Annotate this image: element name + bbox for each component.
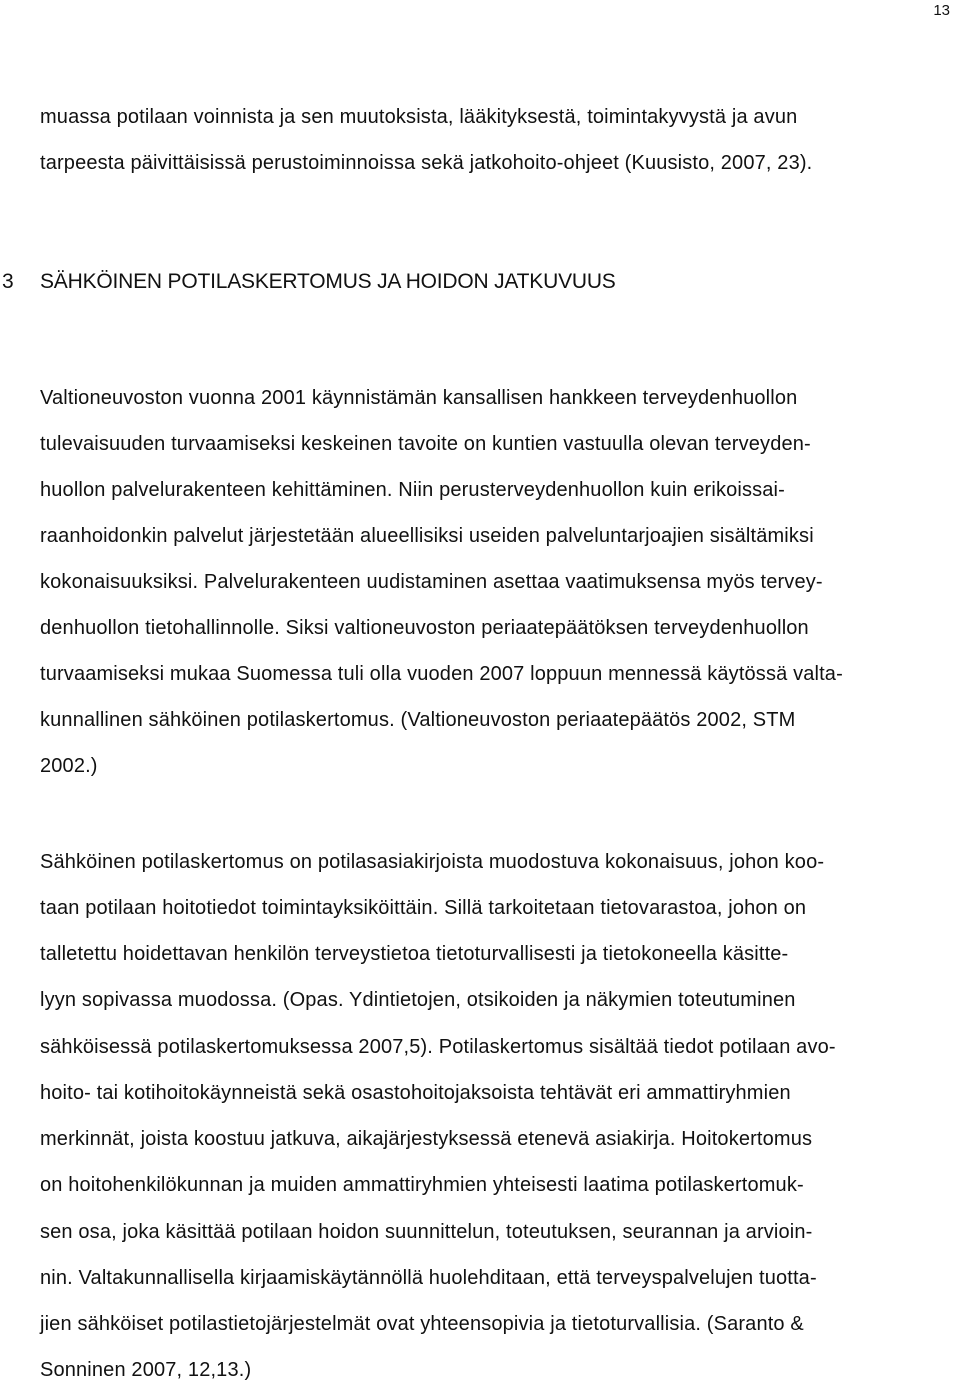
section-heading (2, 269, 616, 295)
text-line: tarpeesta päivittäisissä perustoiminnoissa sekä jatkohoito-ohjeet (Kuusisto, 2007, 23). (40, 152, 813, 174)
text-line: turvaamiseksi mukaa Suomessa tuli olla vuoden 2007 loppuun mennessä käytössä valta- (40, 663, 843, 685)
section-number: 3 (2, 270, 14, 293)
text-line: tulevaisuuden turvaamiseksi keskeinen tavoite on kuntien vastuulla olevan terveyden- (40, 433, 811, 455)
text-line: lyyn sopivassa muodossa. (Opas. Ydintietojen, otsikoiden ja näkymien toteutuminen (40, 989, 796, 1011)
text-line: talletettu hoidettavan henkilön terveystietoa tietoturvallisesti ja tietokoneella käsitte- (40, 943, 789, 965)
text-line: nin. Valtakunnallisella kirjaamiskäytännöllä huolehditaan, että terveyspalvelujen tuotta- (40, 1267, 817, 1289)
text-line: merkinnät, joista koostuu jatkuva, aikajärjestyksessä etenevä asiakirja. Hoitokertomus (40, 1128, 813, 1150)
text-line: Sonninen 2007, 12,13.) (40, 1359, 252, 1381)
text-line: taan potilaan hoitotiedot toimintayksiköittäin. Sillä tarkoitetaan tietovarastoa, johon on (40, 897, 807, 919)
page-number: 13 (933, 2, 950, 19)
text-line: on hoitohenkilökunnan ja muiden ammattiryhmien yhteisesti laatima potilaskertomuk- (40, 1174, 804, 1196)
text-line: kunnallinen sähköinen potilaskertomus. (Valtioneuvoston periaatepäätös 2002, STM (40, 709, 796, 731)
text-line: sähköisessä potilaskertomuksessa 2007,5). Potilaskertomus sisältää tiedot potilaan avo- (40, 1036, 836, 1058)
text-line: 2002.) (40, 755, 98, 777)
text-line: Valtioneuvoston vuonna 2001 käynnistämän kansallisen hankkeen terveydenhuollon (40, 387, 798, 409)
text-line: sen osa, joka käsittää potilaan hoidon suunnittelun, toteutuksen, seurannan ja arvioin- (40, 1221, 813, 1243)
text-line: denhuollon tietohallinnolle. Siksi valtioneuvoston periaatepäätöksen terveydenhuollon (40, 617, 809, 639)
text-line: kokonaisuuksiksi. Palvelurakenteen uudistaminen asettaa vaatimuksensa myös tervey- (40, 571, 823, 593)
text-line: Sähköinen potilaskertomus on potilasasiakirjoista muodostuva kokonaisuus, johon koo- (40, 851, 825, 873)
text-line: muassa potilaan voinnista ja sen muutoksista, lääkityksestä, toimintakyvystä ja avun (40, 106, 798, 128)
text-line: jien sähköiset potilastietojärjestelmät ovat yhteensopivia ja tietoturvallisia. (Saranto & (40, 1313, 804, 1335)
text-line: hoito- tai kotihoitokäynneistä sekä osastohoitojaksoista tehtävät eri ammattiryhmien (40, 1082, 791, 1104)
section-title: SÄHKÖINEN POTILASKERTOMUS JA HOIDON JATKUVUUS (40, 270, 616, 293)
text-line: raanhoidonkin palvelut järjestetään alueellisiksi useiden palveluntarjoajien sisältämiksi (40, 525, 814, 547)
text-line: huollon palvelurakenteen kehittäminen. Niin perusterveydenhuollon kuin erikoissai- (40, 479, 785, 501)
